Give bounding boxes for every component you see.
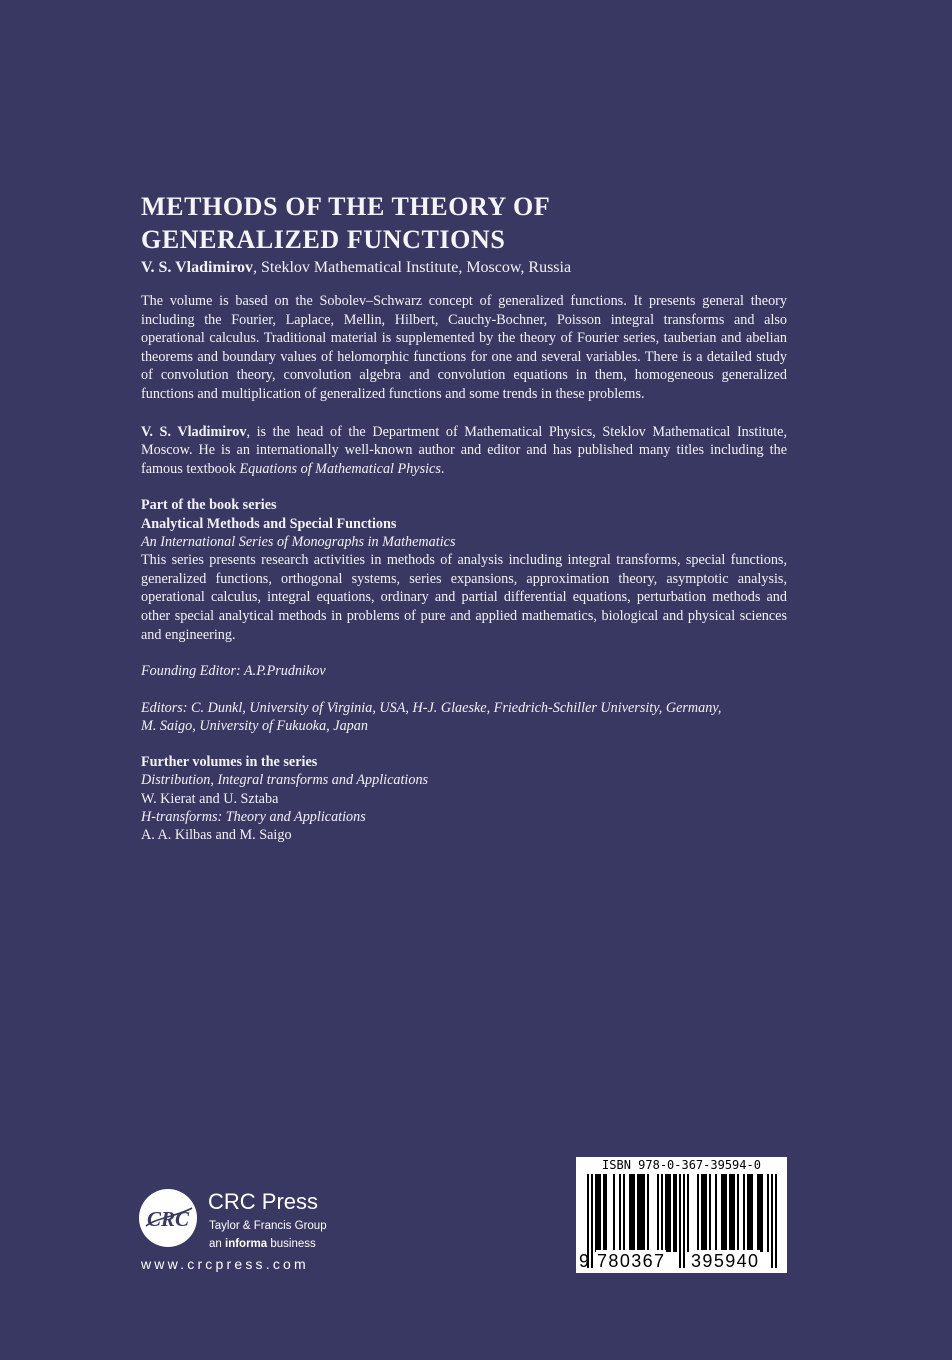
barcode-bar (669, 1174, 671, 1252)
barcode-bar (705, 1174, 707, 1252)
barcode-bar (599, 1174, 601, 1252)
series-section (141, 496, 787, 644)
barcode-bar (613, 1174, 615, 1252)
barcode-bar (761, 1174, 763, 1252)
barcode-bar (665, 1174, 667, 1252)
barcode-bar (737, 1174, 739, 1252)
barcode-bar (597, 1174, 599, 1252)
barcode-bar (751, 1174, 753, 1252)
barcode-bar (759, 1174, 761, 1252)
author-bio-book: Equations of Mathematical Physics (239, 460, 441, 477)
publisher-group: Taylor & Francis Group (209, 1220, 327, 1232)
barcode-bar (703, 1174, 705, 1252)
barcode-bar (631, 1174, 633, 1252)
barcode-bar (629, 1174, 631, 1252)
author-bio (141, 423, 787, 479)
editors-section (141, 699, 787, 736)
barcode-lead-digit: 9 (579, 1251, 590, 1271)
series-name: Analytical Methods and Special Functions (141, 515, 397, 532)
author-bio-end: . (440, 460, 445, 477)
barcode-bar (643, 1174, 645, 1252)
barcode-bar (657, 1174, 659, 1252)
further-volume-title: Distribution, Integral transforms and Applications (141, 772, 429, 789)
further-volumes-section (141, 753, 787, 844)
barcode-bar (723, 1174, 725, 1252)
crc-logo-icon (138, 1188, 198, 1248)
further-volume-title: H-transforms: Theory and Applications (141, 808, 366, 825)
author-bio-text: , is the head of the Department of Mathematical Physics, Steklov Mathematical Institute, Moscow. He is an internationally well-known author and editor and has published many titles including the famous textbook (141, 423, 788, 477)
business-brand: informa (225, 1238, 268, 1250)
barcode-bar (715, 1174, 717, 1252)
series-description: This series presents research activities in methods of analysis including integral transforms, special functions, generalized functions, orthogonal systems, series expansions, approximation theory, asymptotic analysis, operational calculus, integral equations, ordinary and partial differential equations, perturbation methods and other special analytical methods in problems of pure and applied mathematics, biological and physical sciences and engineering. (141, 552, 787, 643)
further-volume-authors: A. A. Kilbas and M. Saigo (141, 827, 292, 844)
byline (141, 257, 787, 279)
author-bio-name: V. S. Vladimirov (141, 423, 247, 440)
series-heading: Part of the book series (141, 497, 277, 514)
book-title (141, 190, 787, 256)
barcode-bar (661, 1174, 663, 1252)
barcode-bar (721, 1174, 723, 1252)
barcode-bar (637, 1174, 639, 1252)
barcode-bar (725, 1174, 727, 1252)
barcode-bar (709, 1174, 711, 1252)
barcode-bar (687, 1174, 689, 1252)
byline-author: V. S. Vladimirov (141, 259, 254, 276)
title-line-2: GENERALIZED FUNCTIONS (141, 225, 506, 254)
barcode-bar (733, 1174, 735, 1252)
business-suffix: business (267, 1238, 316, 1250)
byline-affiliation: , Steklov Mathematical Institute, Moscow, Russia (253, 259, 572, 276)
barcode-left-group: 780367 (597, 1251, 666, 1271)
barcode-right-group: 395940 (691, 1251, 760, 1271)
barcode-bar (639, 1174, 641, 1252)
isbn-barcode (576, 1157, 787, 1273)
publisher-website: www.crcpress.com (141, 1256, 309, 1272)
barcode-bar (603, 1174, 605, 1252)
further-volume-authors: W. Kierat and U. Sztaba (141, 790, 279, 807)
editors-line-1: Editors: C. Dunkl, University of Virginia, USA, H-J. Glaeske, Friedrich-Schiller University, Germany, (141, 699, 722, 716)
barcode-bar (731, 1174, 733, 1252)
barcode-bar (743, 1174, 745, 1252)
barcode-bar (767, 1174, 769, 1252)
barcode-bar (697, 1174, 699, 1252)
publisher-business (209, 1237, 316, 1251)
publisher-logo (138, 1188, 378, 1278)
barcode-bar (757, 1174, 759, 1252)
title-line-1: METHODS OF THE THEORY OF (141, 192, 551, 221)
barcode-bar (747, 1174, 749, 1252)
publisher-name: CRC Press (208, 1189, 319, 1214)
barcode-bar (729, 1174, 731, 1252)
barcode-bar (623, 1174, 625, 1252)
isbn-label: ISBN 978-0-367-39594-0 (602, 1158, 761, 1172)
barcode-bar (647, 1174, 649, 1252)
editors-line-2: M. Saigo, University of Fukuoka, Japan (141, 717, 368, 734)
series-subtitle: An International Series of Monographs in Mathematics (141, 533, 456, 550)
barcode-bar (675, 1174, 677, 1252)
barcode-bar (749, 1174, 751, 1252)
crc-logo-text: CRC (146, 1207, 190, 1231)
back-cover-text (141, 190, 787, 845)
founding-editor-section (141, 662, 787, 680)
barcode-bar (701, 1174, 703, 1252)
founding-editor: Founding Editor: A.P.Prudnikov (141, 663, 326, 680)
business-prefix: an (209, 1238, 225, 1250)
barcode-bar (605, 1174, 607, 1252)
book-description: The volume is based on the Sobolev–Schwarz concept of generalized functions. It presents general theory including the Fourier, Laplace, Mellin, Hilbert, Cauchy-Bochner, Poisson integral transforms and also operational calculus. Traditional material is supplemented by the theory of Fourier series, tauberian and abelian theorems and boundary values of helomorphic functions for one and several variables. There is a detailed study of convolution theory, convolution algebra and convolution equations in them, homogeneous generalized functions and multiplication of generalized functions and some trends in these problems. (141, 293, 787, 402)
further-volumes-heading: Further volumes in the series (141, 754, 318, 771)
barcode-bar (667, 1174, 669, 1252)
barcode-bar (595, 1174, 597, 1252)
barcode-bar (641, 1174, 643, 1252)
barcode-bar (673, 1174, 675, 1252)
barcode-digits (576, 1250, 787, 1272)
barcode-bar (619, 1174, 621, 1252)
barcode-bar (633, 1174, 635, 1252)
